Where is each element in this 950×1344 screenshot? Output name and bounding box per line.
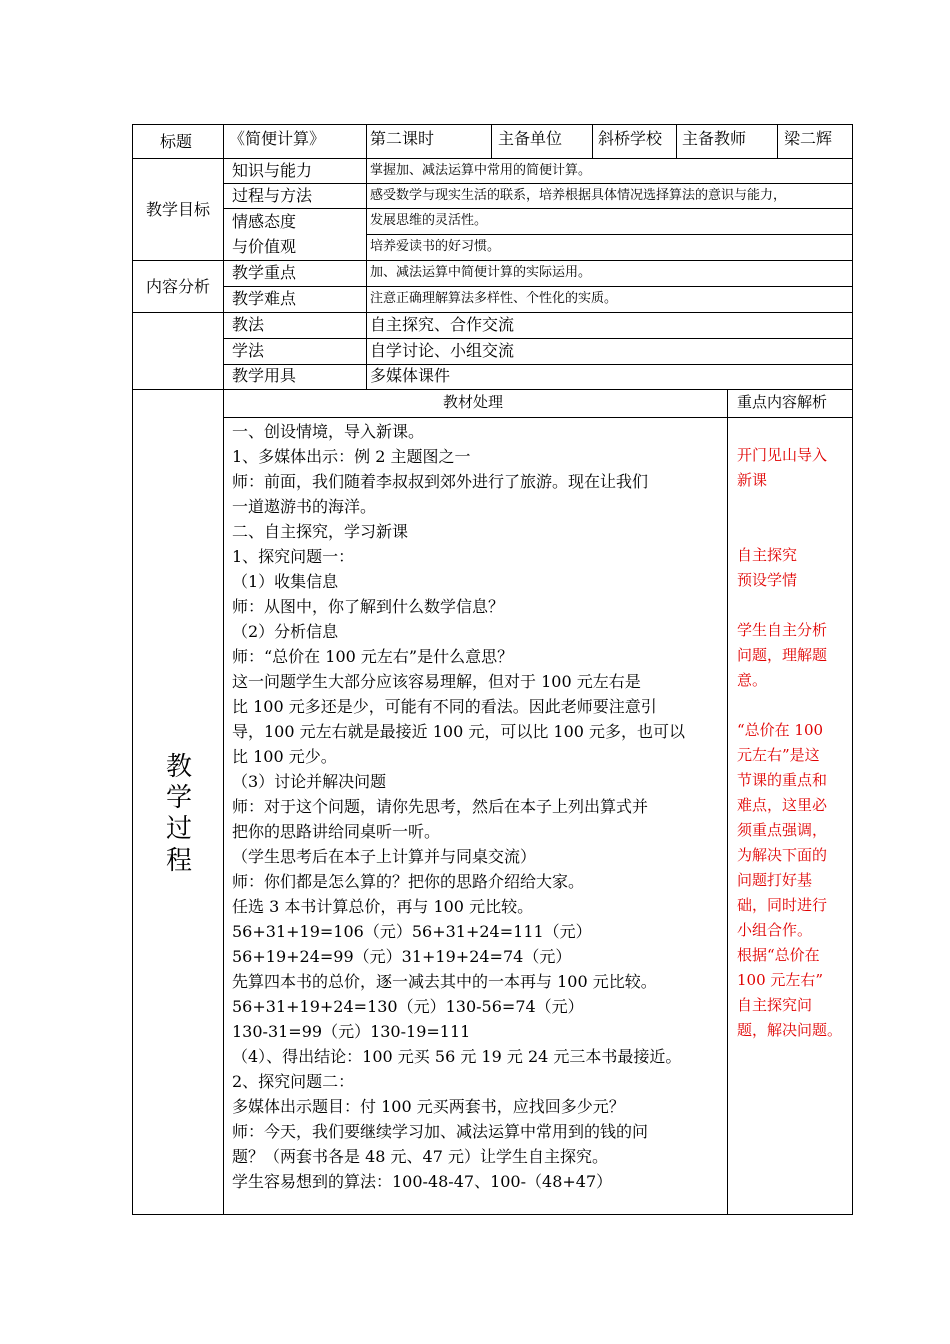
note-line: 开门见山导入 xyxy=(737,446,828,464)
note-line: 意。 xyxy=(737,671,768,689)
header-label-title: 标题 xyxy=(160,132,193,151)
table-border-bottom xyxy=(132,1214,853,1215)
body-line: （4）、得出结论：100 元买 56 元 19 元 24 元三本书最接近。 xyxy=(232,1047,682,1066)
goal-name: 情感态度 xyxy=(232,212,297,231)
table-border-right xyxy=(852,124,853,1215)
note-line: 小组合作。 xyxy=(737,921,813,939)
note-line: 自主探究问 xyxy=(737,996,813,1014)
body-line: （3）讨论并解决问题 xyxy=(232,772,387,791)
body-line: 师：前面，我们随着李叔叔到郊外进行了旅游。现在让我们 xyxy=(232,472,649,491)
table-rule xyxy=(676,124,677,158)
process-label-char: 过 xyxy=(165,814,192,845)
goal-text: 掌握加、减法运算中常用的简便计算。 xyxy=(370,163,592,178)
table-rule xyxy=(592,124,593,158)
body-line: 130-31=99（元）130-19=111 xyxy=(232,1022,471,1041)
table-rule xyxy=(223,208,853,209)
table-rule xyxy=(223,183,853,184)
table-rule xyxy=(132,260,853,261)
note-line: “总价在 100 xyxy=(737,721,824,739)
note-line: 题，解决问题。 xyxy=(737,1021,843,1039)
body-line: 2、探究问题二： xyxy=(232,1072,355,1091)
analysis-name: 教学重点 xyxy=(232,263,297,282)
unit-name: 斜桥学校 xyxy=(598,129,663,148)
lesson-period: 第二课时 xyxy=(370,129,435,148)
note-line: 础，同时进行 xyxy=(737,896,828,914)
table-rule xyxy=(727,389,728,1215)
body-line: （2）分析信息 xyxy=(232,622,339,641)
analysis-text: 加、减法运算中简便计算的实际运用。 xyxy=(370,265,592,280)
body-line: 任选 3 本书计算总价，再与 100 元比较。 xyxy=(232,897,534,916)
table-rule xyxy=(366,234,853,235)
table-border-top xyxy=(132,124,853,125)
teacher-name: 梁二辉 xyxy=(784,129,833,148)
process-label-char: 学 xyxy=(165,783,192,814)
note-line: 须重点强调， xyxy=(737,821,828,839)
table-border-left xyxy=(132,124,133,1215)
goal-name: 过程与方法 xyxy=(232,186,313,205)
note-line: 学生自主分析 xyxy=(737,621,828,639)
body-line: 师：你们都是怎么算的？把你的思路介绍给大家。 xyxy=(232,872,585,891)
table-rule xyxy=(223,286,853,287)
method-name: 学法 xyxy=(232,341,265,360)
body-line: 1、探究问题一： xyxy=(232,547,355,566)
body-line: 1、多媒体出示：例 2 主题图之一 xyxy=(232,447,471,466)
note-line: 节课的重点和 xyxy=(737,771,828,789)
process-label-char: 教 xyxy=(165,752,192,782)
note-line: 新课 xyxy=(737,471,768,489)
table-rule xyxy=(491,124,492,158)
process-label xyxy=(164,752,194,877)
body-line: 师：对于这个问题，请你先思考，然后在本子上列出算式并 xyxy=(232,797,649,816)
table-rule xyxy=(132,158,853,159)
note-line: 问题打好基 xyxy=(737,871,813,889)
body-line: 师：今天，我们要继续学习加、减法运算中常用到的钱的问 xyxy=(232,1122,649,1141)
body-line: 师：从图中，你了解到什么数学信息？ xyxy=(232,597,505,616)
body-line: 二、自主探究，学习新课 xyxy=(232,522,409,541)
method-text: 自主探究、合作交流 xyxy=(370,315,515,334)
goal-text: 感受数学与现实生活的联系，培养根据具体情况选择算法的意识与能力， xyxy=(370,188,787,203)
table-rule xyxy=(132,312,853,313)
method-name: 教学用具 xyxy=(232,366,297,385)
table-rule xyxy=(223,338,853,339)
body-line: 学生容易想到的算法：100-48-47、100-（48+47） xyxy=(232,1172,613,1191)
note-line: 难点，这里必 xyxy=(737,796,828,814)
method-text: 多媒体课件 xyxy=(370,366,451,385)
table-rule xyxy=(223,124,224,1215)
table-rule xyxy=(366,124,367,389)
table-rule xyxy=(132,389,853,390)
goal-name: 与价值观 xyxy=(232,237,297,256)
body-line: 比 100 元多还是少，可能有不同的看法。因此老师要注意引 xyxy=(232,697,657,716)
goal-text: 培养爱读书的好习惯。 xyxy=(370,239,501,254)
body-line: 导，100 元左右就是最接近 100 元，可以比 100 元多，也可以 xyxy=(232,722,686,741)
lesson-title: 《简便计算》 xyxy=(229,129,326,148)
note-line: 问题，理解题 xyxy=(737,646,828,664)
body-line: 这一问题学生大部分应该容易理解，但对于 100 元左右是 xyxy=(232,672,641,691)
note-line: 元左右”是这 xyxy=(737,746,820,764)
process-label-char: 程 xyxy=(165,845,192,876)
body-line: （学生思考后在本子上计算并与同桌交流） xyxy=(232,847,537,866)
body-line: 56+19+24=99（元）31+19+24=74（元） xyxy=(232,947,572,966)
method-text: 自学讨论、小组交流 xyxy=(370,341,515,360)
body-line: 56+31+19+24=130（元）130-56=74（元） xyxy=(232,997,584,1016)
analysis-text: 注意正确理解算法多样性、个性化的实质。 xyxy=(370,291,618,306)
body-line: 把你的思路讲给同桌听一听。 xyxy=(232,822,441,841)
body-line: 题？（两套书各是 48 元、47 元）让学生自主探究。 xyxy=(232,1147,608,1166)
table-rule xyxy=(777,124,778,158)
note-line: 自主探究 xyxy=(737,546,798,564)
header-label-unit: 主备单位 xyxy=(498,129,563,148)
analysis-name: 教学难点 xyxy=(232,289,297,308)
goal-text: 发展思维的灵活性。 xyxy=(370,213,488,228)
header-label-teacher: 主备教师 xyxy=(682,129,747,148)
table-rule xyxy=(223,417,853,418)
note-line: 根据“总价在 xyxy=(737,946,820,964)
body-line: 56+31+19=106（元）56+31+24=111（元） xyxy=(232,922,592,941)
body-line: （1）收集信息 xyxy=(232,572,339,591)
table-rule xyxy=(223,364,853,365)
note-line: 预设学情 xyxy=(737,571,798,589)
body-line: 师：“总价在 100 元左右”是什么意思？ xyxy=(232,647,514,666)
body-line: 多媒体出示题目：付 100 元买两套书，应找回多少元？ xyxy=(232,1097,625,1116)
method-name: 教法 xyxy=(232,315,265,334)
goal-name: 知识与能力 xyxy=(232,161,313,180)
col-material-header: 教材处理 xyxy=(443,393,504,411)
body-line: 一道遨游书的海洋。 xyxy=(232,497,377,516)
body-line: 比 100 元少。 xyxy=(232,747,337,766)
body-line: 一、创设情境，导入新课。 xyxy=(232,422,425,441)
note-line: 100 元左右” xyxy=(737,971,824,989)
body-line: 先算四本书的总价，逐一减去其中的一本再与 100 元比较。 xyxy=(232,972,657,991)
analysis-label: 内容分析 xyxy=(146,277,211,296)
goals-label: 教学目标 xyxy=(146,200,211,219)
col-notes-header: 重点内容解析 xyxy=(737,393,828,411)
note-line: 为解决下面的 xyxy=(737,846,828,864)
